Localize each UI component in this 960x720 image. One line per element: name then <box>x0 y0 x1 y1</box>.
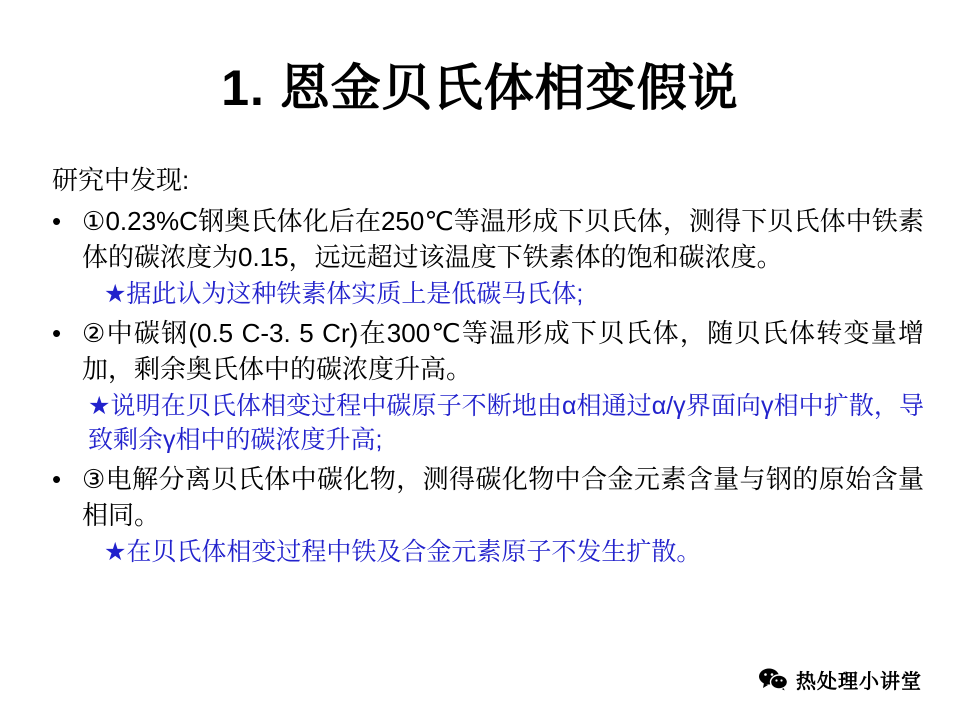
footer-branding <box>758 665 922 694</box>
page-title: 1. 恩金贝氏体相变假说 <box>221 60 739 116</box>
bullet-marker: • <box>52 464 62 494</box>
bullet-text: ②中碳钢(0.5 C-3. 5 Cr)在300℃等温形成下贝氏体，随贝氏体转变量增加，剩余奥氏体中的碳浓度升高。 <box>82 318 924 384</box>
bullet-text: ①0.23%C钢奥氏体化后在250℃等温形成下贝氏体，测得下贝氏体中铁素体的碳浓度为0.15，远远超过该温度下铁素体的饱和碳浓度。 <box>82 206 924 272</box>
bullet-note: ★说明在贝氏体相变过程中碳原子不断地由α相通过α/γ界面向γ相中扩散，导致剩余γ相中的碳浓度升高; <box>88 392 924 454</box>
wechat-icon <box>758 667 788 692</box>
bullet-text: ③电解分离贝氏体中碳化物，测得碳化物中合金元素含量与钢的原始含量相同。 <box>82 464 924 530</box>
list-item <box>52 461 924 533</box>
lead-text: 研究中发现: <box>52 165 190 195</box>
bullet-note: ★据此认为这种铁素体实质上是低碳马氏体; <box>104 280 584 308</box>
bullet-note: ★在贝氏体相变过程中铁及合金元素原子不发生扩散。 <box>104 538 702 566</box>
list-item <box>52 315 924 387</box>
slide-body <box>52 163 924 573</box>
bullet-marker: • <box>52 206 62 236</box>
list-item <box>52 203 924 275</box>
bullet-marker: • <box>52 318 62 348</box>
footer-label: 热处理小讲堂 <box>796 671 922 693</box>
